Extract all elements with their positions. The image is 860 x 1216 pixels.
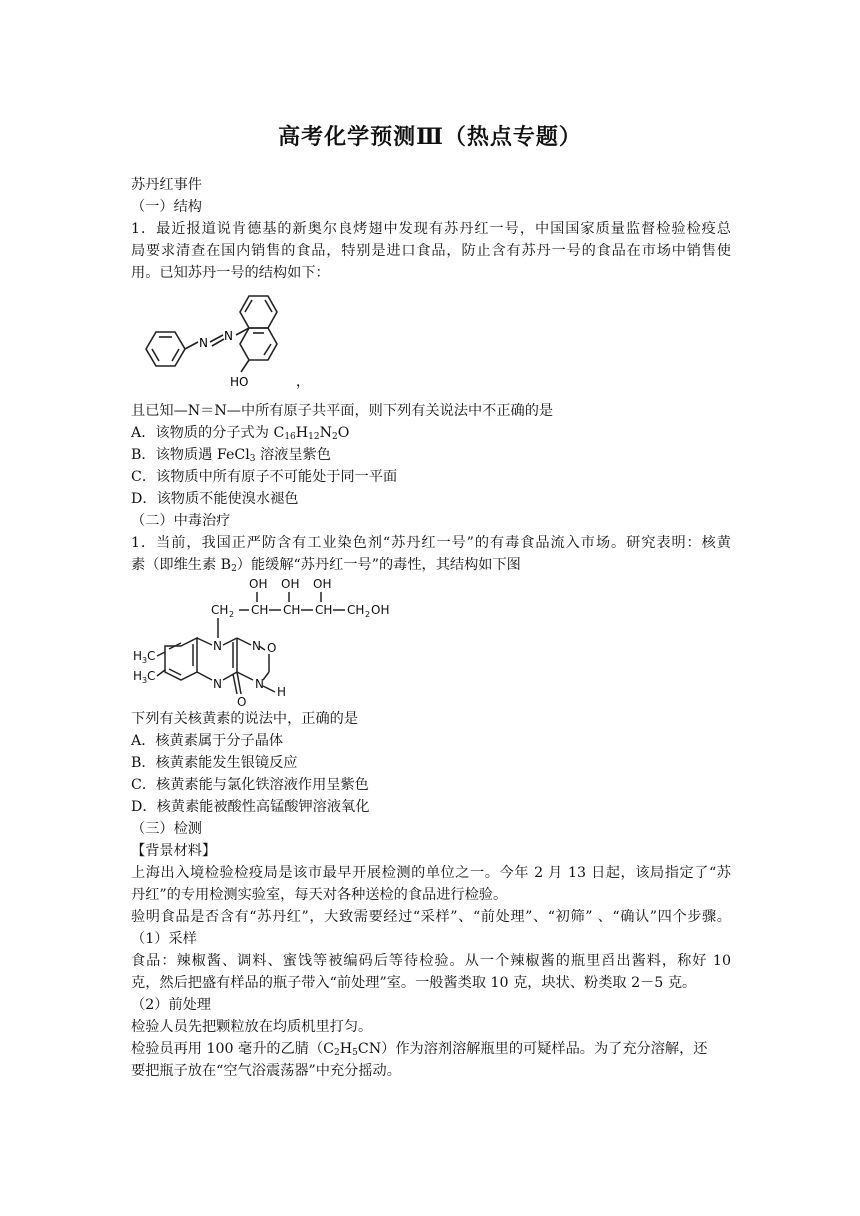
riboflavin-structure-figure xyxy=(131,576,731,708)
structure-atom-label: CH xyxy=(283,603,301,617)
structure-atom-label: HO xyxy=(230,375,249,389)
structure-atom-label: CH xyxy=(315,603,333,617)
question-text: 下列有关核黄素的说法中，正确的是 xyxy=(131,711,359,727)
structure-atom-label: 3 xyxy=(142,676,148,685)
option-d: D．核黄素能被酸性高锰酸钾溶液氧化 xyxy=(131,799,370,815)
structure-atom-label: N xyxy=(213,639,222,653)
option-c: C．核黄素能与氯化铁溶液作用呈紫色 xyxy=(131,777,369,793)
structure-atom-label: N xyxy=(224,329,233,343)
step-text: 要把瓶子放在“空气浴震荡器”中充分摇动。 xyxy=(131,1063,401,1079)
structure-atom-label: OH xyxy=(313,577,332,591)
background-text: 丹红”的专用检测实验室，每天对各种送检的食品进行检验。 xyxy=(131,887,508,903)
structure-atom-label: O xyxy=(237,695,247,708)
question-text: 局要求清查在国内销售的食品，特别是进口食品，防止含有苏丹一号的食品在市场中销售使 xyxy=(131,243,731,259)
option-a: A．核黄素属于分子晶体 xyxy=(131,733,284,749)
question-text: 用。已知苏丹一号的结构如下： xyxy=(131,265,330,281)
question-text: 1．当前，我国正严防含有工业染色剂“苏丹红一号”的有毒食品流入市场。研究表明：核黄 xyxy=(131,535,731,551)
page-title: 高考化学预测Ⅲ（热点专题） xyxy=(278,124,582,150)
structure-atom-label: N xyxy=(199,336,208,350)
topic-heading: 苏丹红事件 xyxy=(131,177,202,193)
background-heading: 【背景材料】 xyxy=(131,843,217,859)
structure-atom-label: OH xyxy=(371,603,390,617)
question-text: 1．最近报道说肯德基的新奥尔良烤翅中发现有苏丹红一号，中国国家质量监督检验检疫总 xyxy=(131,221,731,237)
structure-atom-label: OH xyxy=(281,577,300,591)
option-b: B．该物质遇 FeCl$_3$ 溶液呈紫色 xyxy=(131,447,331,464)
option-b: B．核黄素能发生银镜反应 xyxy=(131,755,298,771)
structure-atom-label: CH xyxy=(251,603,269,617)
structure-atom-label: 2 xyxy=(365,610,371,619)
structure-atom-label: O xyxy=(267,641,277,655)
question-text: 素（即维生素 $B_2$）能缓解“苏丹红一号”的毒性，其结构如下图 xyxy=(131,557,521,574)
step-text: 检验人员先把颗粒放在均质机里打匀。 xyxy=(131,1019,373,1035)
sudan-red-structure-svg xyxy=(131,284,731,400)
structure-atom-label: N xyxy=(255,677,264,691)
option-c: C．该物质中所有原子不可能处于同一平面 xyxy=(131,469,398,485)
step-text: 克，然后把盛有样品的瓶子带入“前处理”室。一般酱类取 10 克，块状、粉类取 2－5 克。 xyxy=(131,975,697,991)
structure-atom-label: H xyxy=(133,649,143,663)
section-heading-detection: （三）检测 xyxy=(131,821,202,837)
structure-atom-label: H xyxy=(133,669,143,683)
background-text: 验明食品是否含有“苏丹红”，大致需要经过“采样”、“前处理”、“初筛” 、“确认”四个步骤。 xyxy=(131,909,731,925)
structure-atom-label: CH xyxy=(211,603,229,617)
structure-atom-label: H xyxy=(277,685,287,699)
step-text: 食品：辣椒酱、调料、蜜饯等被编码后等待检验。从一个辣椒酱的瓶里舀出酱料，称好 10 xyxy=(131,953,731,969)
background-text: 上海出入境检验检疫局是该市最早开展检测的单位之一。今年 2 月 13 日起，该局指定了“苏 xyxy=(131,865,731,881)
section-heading-structure: （一）结构 xyxy=(131,199,202,215)
riboflavin-structure-svg xyxy=(131,576,731,708)
option-a: A．该物质的分子式为 $C_{16}H_{12}N_2O$ xyxy=(131,425,350,442)
document-body xyxy=(131,174,731,1082)
structure-atom-label: OH xyxy=(249,577,268,591)
step-heading-sampling: （1）采样 xyxy=(131,931,197,947)
structure-atom-label: C xyxy=(147,669,156,683)
structure-trailing-comma: ， xyxy=(296,374,310,390)
structure-atom-label: 3 xyxy=(142,656,148,665)
step-heading-pretreatment: （2）前处理 xyxy=(131,997,211,1013)
sudan-red-structure-figure xyxy=(131,284,731,400)
structure-atom-label: C xyxy=(147,649,156,663)
question-premise: 且已知—N＝N—中所有原子共平面，则下列有关说法中不正确的是 xyxy=(131,403,554,419)
structure-atom-label: 2 xyxy=(229,610,235,619)
structure-atom-label: CH xyxy=(347,603,365,617)
structure-atom-label: N xyxy=(252,639,261,653)
step-text: 检验员再用 100 毫升的乙腈$(C_2H_5CN)$作为溶剂溶解瓶里的可疑样品。为了充分溶解，还 xyxy=(131,1041,708,1058)
option-d: D．该物质不能使溴水褪色 xyxy=(131,491,299,507)
structure-atom-label: N xyxy=(213,677,222,691)
section-heading-treatment: （二）中毒治疗 xyxy=(131,513,231,529)
